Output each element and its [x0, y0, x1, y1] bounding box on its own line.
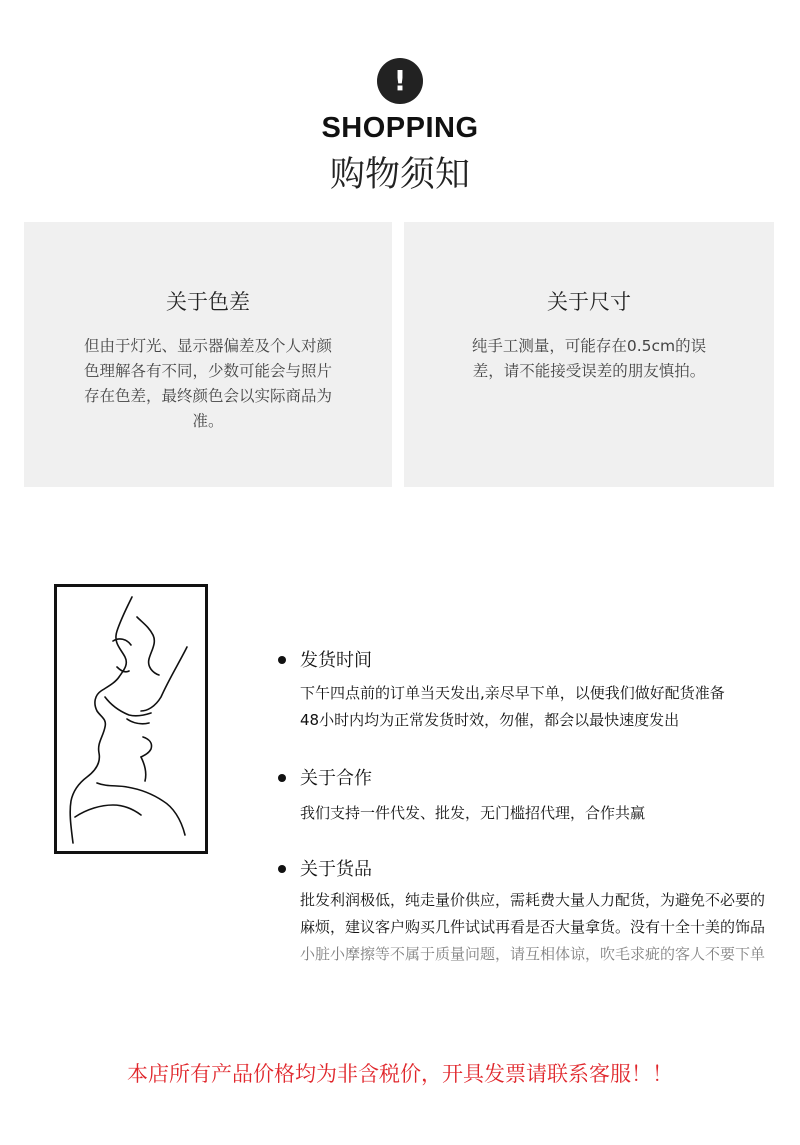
shipping-line: 下午四点前的订单当天发出,亲尽早下单，以便我们做好配货准备 [300, 684, 725, 702]
cooperation-title: 关于合作 [300, 768, 372, 789]
bullet-icon [278, 865, 286, 873]
color-difference-text: 但由于灯光、显示器偏差及个人对颜色理解各有不同，少数可能会与照片存在色差，最终颜色会以实际商品为准。 [83, 337, 332, 430]
cooperation-line: 我们支持一件代发、批发，无门槛招代理，合作共赢 [300, 804, 646, 822]
bullet-icon [278, 656, 286, 664]
info-item-goods [278, 855, 778, 968]
info-item-shipping [278, 646, 778, 734]
goods-line: 麻烦，建议客户购买几件试试再看是否大量拿货。没有十全十美的饰品 [300, 918, 766, 936]
shipping-line: 48小时内均为正常发货时效，勿催，都会以最快速度发出 [300, 711, 680, 729]
info-item-cooperation [278, 764, 778, 827]
cooperation-body [300, 800, 778, 827]
alert-symbol: ! [393, 64, 407, 97]
size-card [404, 222, 774, 487]
goods-body [300, 887, 778, 968]
title-english: SHOPPING [321, 112, 479, 144]
goods-line: 批发利润极低，纯走量价供应，需耗费大量人力配货，为避免不必要的 [300, 891, 766, 909]
shipping-title: 发货时间 [300, 650, 372, 671]
line-art-faces-image [57, 587, 205, 851]
size-text: 纯手工测量，可能存在0.5cm的误差，请不能接受误差的朋友慎拍。 [471, 337, 707, 380]
shipping-body [300, 680, 778, 734]
bullet-icon [278, 774, 286, 782]
color-difference-title: 关于色差 [166, 290, 250, 314]
size-title: 关于尺寸 [547, 290, 631, 314]
title-chinese: 购物须知 [329, 155, 470, 195]
info-section [278, 646, 778, 968]
goods-line: 小脏小摩擦等不属于质量问题，请互相体谅，吹毛求疵的客人不要下单 [300, 945, 766, 963]
goods-title: 关于货品 [300, 859, 372, 880]
line-art-faces-illustration [54, 584, 208, 854]
page-header [0, 58, 800, 197]
alert-icon [377, 58, 423, 104]
color-difference-card [24, 222, 392, 487]
invoice-notice: 本店所有产品价格均为非含税价，开具发票请联系客服！！ [127, 1062, 673, 1086]
